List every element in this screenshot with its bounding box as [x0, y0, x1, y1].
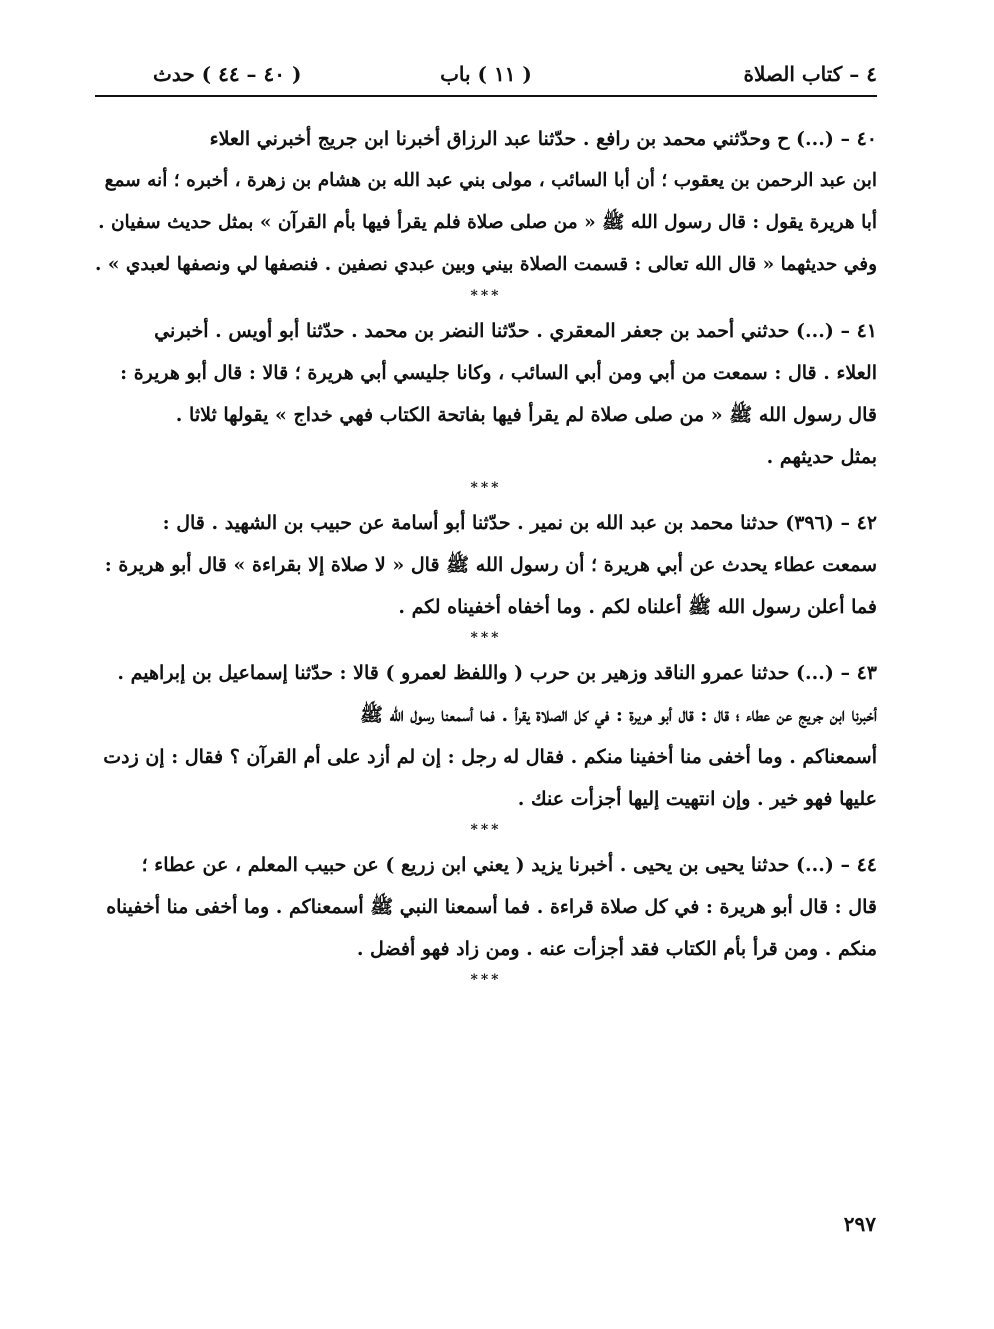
- hadith-line: أبا هريرة يقول : قال رسول الله ﷺ « من صلى صلاة فلم يقرأ فيها بأم القرآن » بمثل حديث سفيان .: [98, 212, 877, 233]
- header-book-title: ٤ – كتاب الصلاة: [743, 62, 877, 86]
- hadith-line: قال رسول الله ﷺ « من صلى صلاة لم يقرأ فيها بفاتحة الكتاب فهي خداج » يقولها ثلاثا .: [175, 404, 877, 426]
- hadith-line: ٤٣ – (...) حدثنا عمرو الناقد وزهير بن حرب ( واللفظ لعمرو ) قالا : حدّثنا إسماعيل بن إبراهيم .: [117, 662, 877, 684]
- page-number: ٢٩٧: [843, 1212, 876, 1236]
- header-divider: [95, 95, 877, 97]
- section-separator: ***: [470, 972, 502, 988]
- hadith-line: ٤٠ – (...) ح وحدّثني محمد بن رافع . حدّثنا عبد الرزاق أخبرنا ابن جريج أخبرني العلاء: [209, 128, 877, 150]
- header-hadith-range: ( ٤٠ – ٤٤ ) حدث: [153, 62, 302, 86]
- hadith-44: [95, 844, 877, 970]
- hadith-line: منكم . ومن قرأ بأم الكتاب فقد أجزأت عنه . ومن زاد فهو أفضل .: [356, 938, 877, 960]
- hadith-line: ٤٤ – (...) حدثنا يحيى بن يحيى . أخبرنا يزيد ( يعني ابن زريع ) عن حبيب المعلم ، عن عطاء ؛: [141, 854, 877, 876]
- hadith-line: ابن عبد الرحمن بن يعقوب ؛ أن أبا السائب ، مولى بني عبد الله بن هشام بن زهرة ، أخبره ؛ أنه سمع: [104, 170, 877, 191]
- hadith-line: أخبرنا ابن جريج عن عطاء ؛ قال : قال أبو هريرة : في كل الصلاة يقرأ . فما أسمعنا رسول الله ﷺ: [360, 704, 877, 726]
- hadith-line: بمثل حديثهم .: [766, 446, 877, 468]
- hadith-43: [95, 652, 877, 820]
- hadith-42: [95, 502, 877, 628]
- hadith-40: [95, 118, 877, 286]
- section-separator: ***: [470, 288, 502, 304]
- hadith-line: ٤١ – (...) حدثني أحمد بن جعفر المعقري . حدّثنا النضر بن محمد . حدّثنا أبو أويس . أخبرني: [154, 320, 877, 342]
- section-separator: ***: [470, 822, 502, 838]
- hadith-line: سمعت عطاء يحدث عن أبي هريرة ؛ أن رسول الله ﷺ قال « لا صلاة إلا بقراءة » قال أبو هريرة :: [104, 554, 877, 576]
- hadith-line: قال : قال أبو هريرة : في كل صلاة قراءة . فما أسمعنا النبي ﷺ أسمعناكم . وما أخفى منا أخفيناه: [106, 896, 877, 918]
- hadith-list: [95, 118, 877, 994]
- hadith-line: ٤٢ – (٣٩٦) حدثنا محمد بن عبد الله بن نمير . حدّثنا أبو أسامة عن حبيب بن الشهيد . قال :: [162, 512, 877, 534]
- hadith-line: فما أعلن رسول الله ﷺ أعلناه لكم . وما أخفاه أخفيناه لكم .: [398, 596, 877, 618]
- hadith-41: [95, 310, 877, 478]
- section-separator: ***: [470, 480, 502, 496]
- hadith-line: العلاء . قال : سمعت من أبي ومن أبي السائب ، وكانا جليسي أبي هريرة ؛ قالا : قال أبو هريرة :: [120, 362, 877, 384]
- section-separator: ***: [470, 630, 502, 646]
- hadith-line: عليها فهو خير . وإن انتهيت إليها أجزأت عنك .: [517, 788, 877, 810]
- header-chapter: ( ١١ ) باب: [440, 62, 532, 86]
- hadith-line: أسمعناكم . وما أخفى منا أخفينا منكم . فقال له رجل : إن لم أزد على أم القرآن ؟ فقال : إن زدت: [103, 746, 877, 768]
- page-header: [95, 58, 877, 94]
- hadith-line: وفي حديثهما « قال الله تعالى : قسمت الصلاة بيني وبين عبدي نصفين . فنصفها لي ونصفها لعبدي » .: [95, 254, 877, 275]
